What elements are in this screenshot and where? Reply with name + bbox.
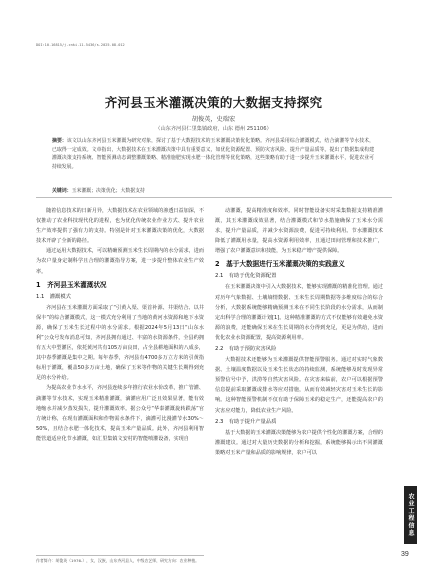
keywords bbox=[52, 187, 374, 194]
body-paragraph: 在玉米灌溉决策中引入大数据技术，能够实现灌溉的精准化管理。通过对历年气象数据、土壤墒情数据、玉米生长周期数据等多维度综合的综合分析，大数据系统能够精确预测玉米在不同生长阶段的水分需求，从而制定出科学合理的灌溉计划[1]。这种精准灌溉的方式不仅能够有效避免水资源的浪费，还能确保玉米在生长周期的水分得到充足，更是为供给，进而优化农业水资源配置，提高资源利用率。 bbox=[215, 284, 383, 341]
right-column bbox=[215, 206, 383, 458]
subsection-heading: 2.3 有助于提升产量品质 bbox=[215, 418, 277, 425]
keywords-label: 关键词： bbox=[52, 188, 72, 194]
doi-line: DOI:10.16815/j.cnki.11-5436/s.2025.08.012 bbox=[36, 43, 125, 47]
body-paragraph: 基于大数据的玉米灌溉决策能够为农户提供个性化的灌溉方案，合理的灌溉建议。通过对大量历史数据的分析和挖掘，系统能够揭示出不同灌溉策略对玉米产量和品质的影响规律，农户可以 bbox=[215, 429, 383, 456]
subsection-heading: 2.1 有助于优化资源配置 bbox=[215, 273, 277, 280]
page-number: 39 bbox=[401, 551, 409, 558]
body-paragraph: 动灌溉，提高精准度和效率。同时智能设备实时采集数据支持精准灌溉，其玉米灌溉成效显著，结合灌溉模式和节水措施确保了玉米水分需求，提升产量品质，并减少水资源浪费，促进可持续利用。节水灌溉技术降低了灌溉用水量，提高水资源利用效率，且通过田间管理和技术推广，增强了农户灌溉意识和技能，为玉米稳产增产提供保障。 bbox=[215, 208, 383, 255]
body-paragraph: 为提高农业节水水平，齐河县连续多年推行农业水价改革，推广管灌、滴灌等节水技术，实现玉米精准灌溉，滴灌应用广泛且效果显著，能有效地缩水并减少蒸发损失，提升灌溉效率。据公众号“华泰灌溉旋转跌荡”官方统计称，在现有灌溉面积和作物需水条件下，滴灌可比漫灌节水30%～50%，且结合水肥一体化技术，提高玉米产量品质。此外，齐河县利用智能管道适应化节水灌溉，如汇里集镇文安村的智能喷灌设备，实现自 bbox=[36, 385, 204, 442]
abstract-label: 摘要： bbox=[52, 138, 67, 144]
header-divider bbox=[36, 197, 392, 198]
intro-paragraph: 随着信息技术的日新月异，大数据技术在农业领域的渗透日益加深，不仅推动了农业科技现代化的进程，也为优化传统农业作业方式、提升农业生产效率提供了强有力的支持。特别是针对玉米灌溉决策的优化，大数据技术开辟了全新的路径。 bbox=[36, 208, 204, 245]
abstract-text: 该文以山东齐河县玉米灌溉为研究对象，探讨了基于大数据技术的玉米灌溉决策优化策略。齐河县采用综合灌溉模式，结合滴灌等节水技术，已取得一定成效。文章指出，大数据技术在玉米灌溉决策中具有重要意义，如优化资源配置、预防灾害风险、提升产量品质等。提出了数据集成构建灌溉决策支持系统、智能预测动态调整灌溉策略、精准施肥实现水肥一体化管理等优化策略，这些策略有助于进一步提升玉米灌溉水平，促进农业可持续发展。 bbox=[52, 138, 374, 170]
intro-paragraph: 通过运用大数据技术，可以精确预测玉米生长周期内的水分需求，进而为农户量身定制科学且合理的灌溉指导方案，进一步提升整体农业生产效率。 bbox=[36, 248, 204, 275]
body-paragraph: 大数据技术还能够为玉米灌溉提供智能预警服务。通过对实时气象数据、土壤温度数据以及玉米生长状态的持续监测，系统能够及时发现异常预警信号中予，洪涝等自然灾害风险。在灾害来临前，农户可以根据预警信息提前采取灌溉或排水等应对措施，从而有效减轻灾害对玉米生长的影响。这种智能预警机制不仅有助于保障玉米的稳定生产，还能提高农户的灾害应对能力，降低农业生产风险。 bbox=[215, 357, 383, 414]
subsection-heading: 1.1 灌溉模式 bbox=[36, 293, 71, 300]
subsection-heading: 2.2 有助于预防灾害风险 bbox=[215, 346, 277, 353]
author-affiliation: （山东齐河县仁里集镇政府，山东 德州 251106） bbox=[155, 126, 272, 132]
author-note: 作者简介：胡俊英（1976-），女，汉族，山东齐河县人，中级农艺师，研究方向：农业种植。 bbox=[36, 555, 204, 564]
body-paragraph: 齐河县在玉米灌溉方面采取了“引黄入渠、渠首补源、井渠结合、以井保丰”的综合灌溉模式，这一模式充分利用了当地的黄河水资源和地下水资源，确保了玉米生长过程中的水分需求。根据2024年5月13日“山东水利”公众号发布消息可知，齐河县拥有通过、丰富的水资源条件，全县约拥有五大中型灌区，依托黄河共有105万亩良田，占全县耕地面积的八成多，其中春季灌溉是集中之期。每年春季，齐河县有4700多万立方米的引黄指标用于灌溉，覆盖50多万亩土地，确保了玉米等作物的关键生长期得到充足的水分补给。 bbox=[36, 304, 204, 382]
journal-section-tab: 农业工程信息 bbox=[404, 486, 417, 544]
section-heading: 2 基于大数据进行玉米灌溉决策的实践意义 bbox=[215, 260, 345, 269]
section-heading: 1 齐河县玉米灌溉状况 bbox=[36, 280, 107, 289]
article-title: 齐河县玉米灌溉决策的大数据支持探究 bbox=[104, 95, 323, 110]
abstract bbox=[52, 137, 374, 171]
keywords-text: 玉米灌溉；决策优化；大数据支持 bbox=[71, 188, 145, 194]
left-column bbox=[36, 206, 204, 444]
author-names: 胡俊英，史瑞宏 bbox=[191, 116, 236, 123]
